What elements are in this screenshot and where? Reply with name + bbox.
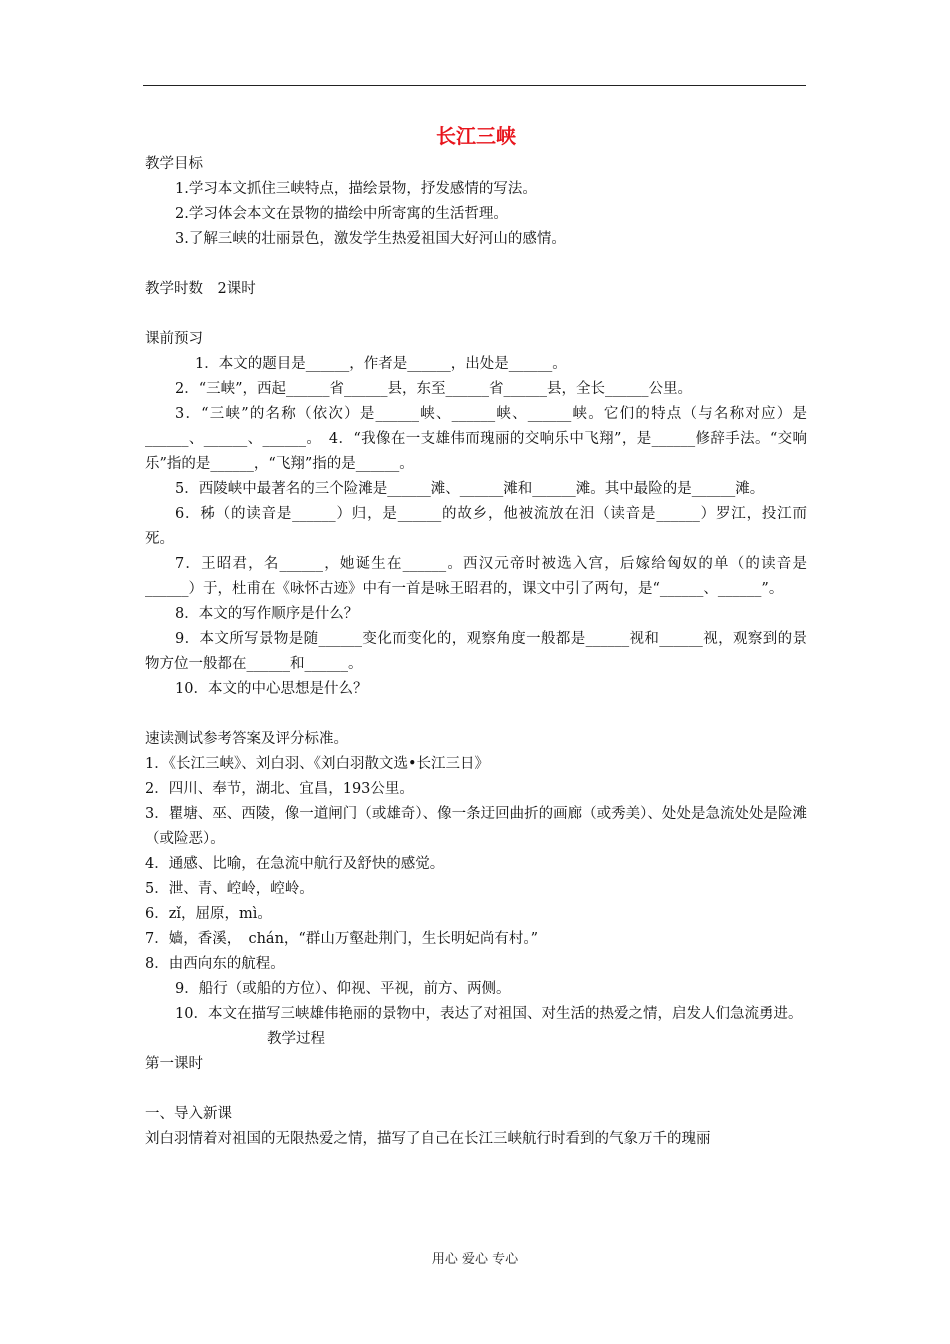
answer-item: 1．《长江三峡》、刘白羽、《刘白羽散文选•长江三日》 <box>145 756 490 772</box>
goal-item: 3.了解三峡的壮丽景色，激发学生热爱祖国大好河山的感情。 <box>175 231 566 247</box>
header-rule <box>143 85 806 86</box>
page-title: 长江三峡 <box>436 124 516 148</box>
preview-item: 2．“三峡”，西起______省______县，东至______省______县，全长______公里。 <box>175 381 693 397</box>
answer-item: 7．嫱，香溪， chán，“群山万壑赴荆门，生长明妃尚有村。” <box>145 931 538 947</box>
preview-item: 6．秭（的读音是______）归，是______的故乡，他被流放在汨（读音是______）罗江，投江而死。 <box>145 506 807 547</box>
answer-item: 9．船行（或船的方位）、仰视、平视，前方、两侧。 <box>175 981 511 997</box>
preview-item: 5．西陵峡中最著名的三个险滩是______滩、______滩和______滩。其中最险的是______滩。 <box>175 481 765 497</box>
answers-heading: 速读测试参考答案及评分标准。 <box>145 731 348 747</box>
preview-item: 1．本文的题目是______，作者是______，出处是______。 <box>195 356 567 372</box>
preview-item: 8．本文的写作顺序是什么？ <box>175 606 359 622</box>
answer-item: 2．四川、奉节，湖北、宜昌，193公里。 <box>145 781 414 797</box>
page-footer: 用心 爱心 专心 <box>431 1252 519 1267</box>
first-lesson-label: 第一课时 <box>145 1056 203 1072</box>
answer-item: 6．zǐ，屈原，mì。 <box>145 906 272 922</box>
preview-item: 3．“三峡”的名称（依次）是______峡、______峡、______峡。它们的特点（与名称对应）是______、______、______。 4．“我像在一支雄伟而瑰丽的交响乐中飞翔”，是______修辞手法。“交响乐”指的是______，“飞翔”指的是______。 <box>145 406 807 472</box>
answer-item: 10．本文在描写三峡雄伟艳丽的景物中，表达了对祖国、对生活的热爱之情，启发人们急流勇进。 <box>175 1006 803 1022</box>
preview-item: 9．本文所写景物是随______变化而变化的，观察角度一般都是______视和______视，观察到的景物方位一般都在______和______。 <box>145 631 807 672</box>
answer-item: 8．由西向东的航程。 <box>145 956 285 972</box>
teaching-hours: 教学时数 2课时 <box>145 281 256 297</box>
preview-heading: 课前预习 <box>145 331 203 347</box>
answer-item: 5．泄、青、崆岭，崆岭。 <box>145 881 314 897</box>
goal-item: 1.学习本文抓住三峡特点，描绘景物，抒发感情的写法。 <box>175 181 537 197</box>
document-body <box>145 122 807 1152</box>
preview-item: 10．本文的中心思想是什么？ <box>175 681 368 697</box>
answer-item: 3．瞿塘、巫、西陵，像一道闸门（或雄奇）、像一条迂回曲折的画廊（或秀美）、处处是急流处处是险滩（或险恶）。 <box>145 806 807 847</box>
goals-heading: 教学目标 <box>145 156 203 172</box>
preview-item: 7．王昭君，名______，她诞生在______。西汉元帝时被选入宫，后嫁给匈奴的单（的读音是______）于，杜甫在《咏怀古迹》中有一首是咏王昭君的，课文中引了两句，是“______、______”。 <box>145 556 807 597</box>
answer-item: 4．通感、比喻，在急流中航行及舒快的感觉。 <box>145 856 445 872</box>
intro-heading: 一、导入新课 <box>145 1106 232 1122</box>
intro-text: 刘白羽情着对祖国的无限热爱之情，描写了自己在长江三峡航行时看到的气象万千的瑰丽 <box>145 1131 711 1147</box>
goal-item: 2.学习体会本文在景物的描绘中所寄寓的生活哲理。 <box>175 206 508 222</box>
process-heading: 教学过程 <box>267 1031 325 1047</box>
